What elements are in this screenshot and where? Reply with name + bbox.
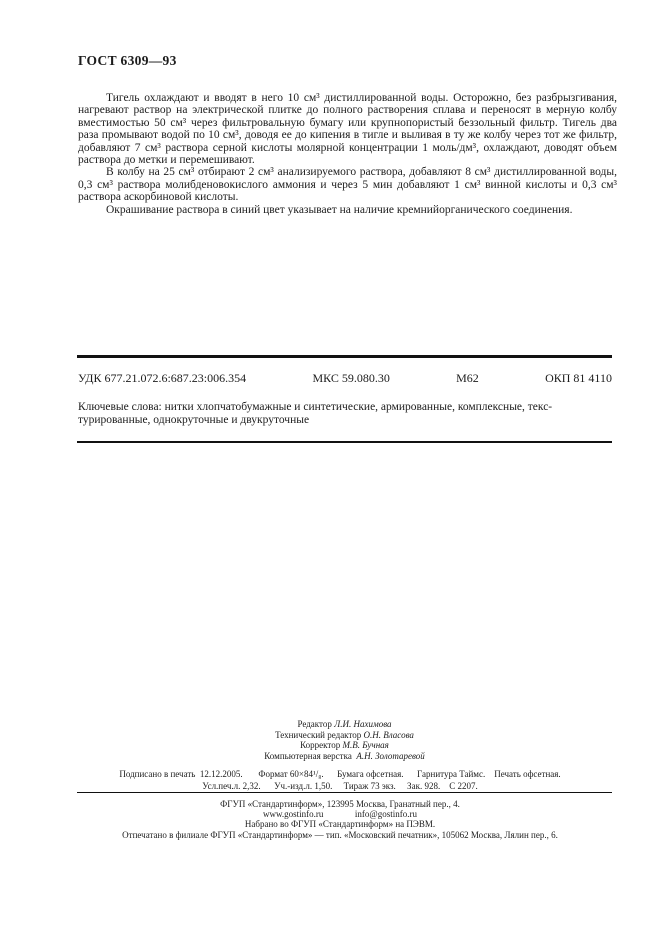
horizontal-rule-keywords <box>77 441 612 443</box>
imprint-line-1: Подписано в печать 12.12.2005. Формат 60×84¹/₈. Бумага офсетная. Гарнитура Таймс. Печать офсетная. <box>119 769 561 779</box>
keywords-block <box>78 401 617 427</box>
keywords-line-2: турированные, однокруточные и двукруточные <box>78 414 310 426</box>
horizontal-rule-imprint <box>77 792 612 793</box>
imprint-line-2: Усл.печ.л. 2,32. Уч.-изд.л. 1,50. Тираж 73 экз. Зак. 928. С 2207. <box>202 781 478 791</box>
publisher-address: ФГУП «Стандартинформ», 123995 Москва, Гранатный пер., 4. <box>220 799 460 809</box>
publisher-typeset: Набрано во ФГУП «Стандартинформ» на ПЭВМ. <box>244 819 436 830</box>
credit-layout: Компьютерная верстка А.Н. Золотаревой <box>264 750 425 761</box>
mks-code: МКС 59.080.30 <box>312 371 390 385</box>
codes-row <box>78 371 612 386</box>
udk-code: УДК 677.21.072.6:687.23:006.354 <box>78 371 247 385</box>
publisher-printed: Отпечатано в филиале ФГУП «Стандартинформ» — тип. «Московский печатник», 105062 Москва, Лялин пер., 6. <box>122 829 558 840</box>
credits-block <box>77 719 612 761</box>
credit-proofreader: Корректор М.В. Бучная <box>300 740 389 751</box>
publisher-contacts: www.gostinfo.ru info@gostinfo.ru <box>263 809 417 820</box>
paragraph-coloring: Окрашивание раствора в синий цвет указывает на наличие кремнийорганического соединения. <box>106 203 573 216</box>
okp-code: ОКП 81 4110 <box>545 371 612 385</box>
classification-code: М62 <box>456 371 479 385</box>
body-paragraphs <box>78 92 617 216</box>
credit-editor: Редактор Л.И. Нахимова <box>297 719 392 729</box>
paragraph-crucible: Тигель охлаждают и вводят в него 10 см³ дистиллированной воды. Осторожно, без разбрызгивания, нагревают раствор на электрической плитке до полного растворения сплава и переносят в мерную колбу вместимостью 50 см³ через фильтровальную бумагу или крупнопористый беззольный фильтр. Тигель два раза промывают водой по 10 см³, доводя ее до кипения в тигле и выливая в ту же колбу через тот же фильтр, добавляют 7 см³ раствора серной кислоты молярной концентрации 1 моль/дм³, охлаждают, доводят объем раствора до метки и перемешивают. <box>78 92 617 167</box>
keywords-line-1: Ключевые слова: нитки хлопчатобумажные и синтетические, армированные, комплексные, текс- <box>78 401 553 413</box>
horizontal-rule-top <box>77 355 612 358</box>
credit-technical-editor: Технический редактор О.Н. Власова <box>275 729 414 740</box>
paragraph-flask: В колбу на 25 см³ отбирают 2 см³ анализируемого раствора, добавляют 8 см³ дистиллированной воды, 0,3 см³ раствора молибденовокислого аммония и через 5 мин добавляют 1 см³ винной кислоты и 0,3 см³ раствора аскорбиновой кислоты. <box>78 166 617 204</box>
page-title: ГОСТ 6309—93 <box>78 53 177 68</box>
publisher-block <box>40 799 640 840</box>
